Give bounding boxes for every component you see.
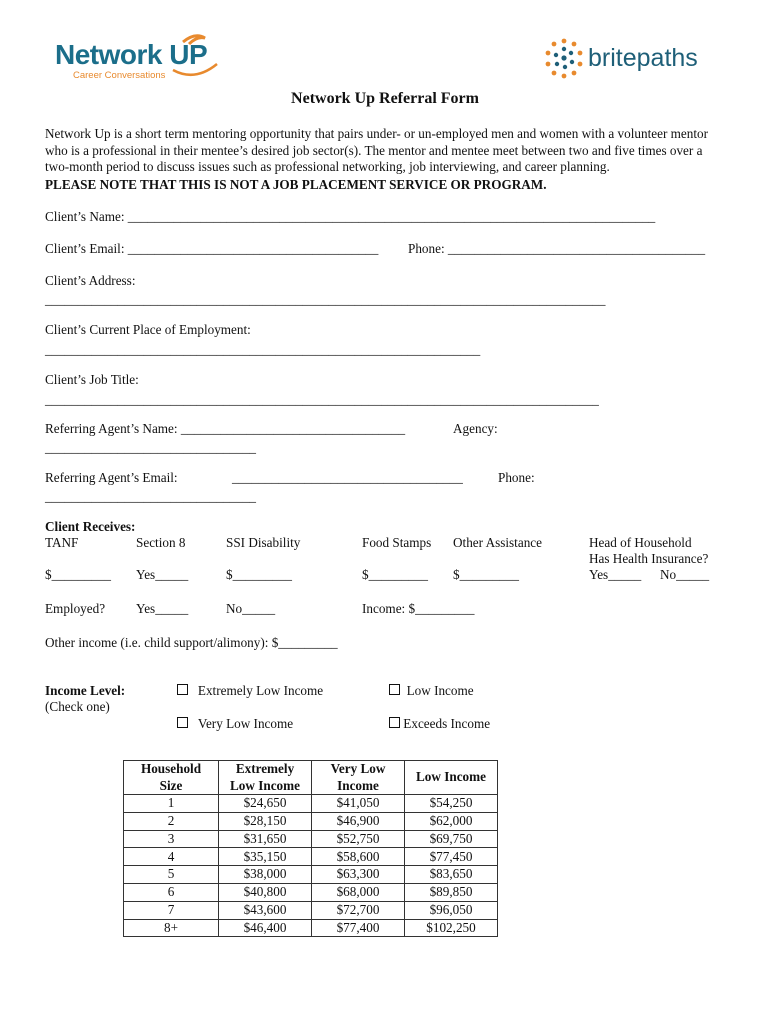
hoh-label: Head of Household xyxy=(589,535,692,550)
table-row xyxy=(124,901,498,919)
receives-heading: Client Receives: xyxy=(45,519,136,534)
income-field[interactable]: Income: $_________ xyxy=(362,601,475,616)
option-extremely-low-label: Extremely Low Income xyxy=(197,683,324,698)
table-cell: 1 xyxy=(124,795,219,813)
table-row xyxy=(124,830,498,848)
table-cell: $62,000 xyxy=(405,812,498,830)
other-assistance-label: Other Assistance xyxy=(453,535,542,550)
logo-sub-text: Career Conversations xyxy=(73,70,166,81)
table-cell: $102,250 xyxy=(405,919,498,937)
header-low-income: Low Income xyxy=(405,761,498,795)
britepaths-text: britepaths xyxy=(588,44,698,72)
client-email-field[interactable]: Client’s Email: ______________________________________ xyxy=(45,241,379,256)
option-extremely-low[interactable] xyxy=(177,683,323,699)
table-cell: $35,150 xyxy=(219,848,312,866)
option-low-label: Low Income xyxy=(406,683,474,698)
other-assistance-amount[interactable]: $_________ xyxy=(453,567,519,582)
health-insurance-label: Has Health Insurance? xyxy=(589,551,709,566)
agent-email-line[interactable]: ___________________________________ xyxy=(232,470,463,485)
table-cell: $28,150 xyxy=(219,812,312,830)
table-cell: 2 xyxy=(124,812,219,830)
other-income-field[interactable]: Other income (i.e. child support/alimony): $_________ xyxy=(45,635,338,650)
income-limits-table xyxy=(123,760,498,937)
table-cell: $83,650 xyxy=(405,866,498,884)
table-cell: $46,400 xyxy=(219,919,312,937)
table-row xyxy=(124,795,498,813)
checkbox-icon[interactable] xyxy=(389,717,400,728)
client-address-line[interactable]: _____________________________________________________________________________________ xyxy=(45,292,606,307)
table-cell: 4 xyxy=(124,848,219,866)
header-extremely-low: Extremely Low Income xyxy=(219,761,312,795)
table-header-row xyxy=(124,761,498,795)
employed-yes[interactable]: Yes_____ xyxy=(136,601,189,616)
employment-line[interactable]: __________________________________________________________________ xyxy=(45,342,481,357)
option-exceeds[interactable] xyxy=(389,716,490,732)
table-cell: 6 xyxy=(124,883,219,901)
employed-label: Employed? xyxy=(45,601,106,616)
agent-phone-label: Phone: xyxy=(498,470,535,485)
table-cell: $72,700 xyxy=(312,901,405,919)
table-row xyxy=(124,848,498,866)
client-address-label: Client’s Address: xyxy=(45,273,136,288)
ssi-label: SSI Disability xyxy=(226,535,301,550)
checkbox-icon[interactable] xyxy=(389,684,400,695)
table-row xyxy=(124,919,498,937)
table-cell: 3 xyxy=(124,830,219,848)
header-household-size: Household Size xyxy=(124,761,219,795)
table-cell: $24,650 xyxy=(219,795,312,813)
checkbox-icon[interactable] xyxy=(177,717,188,728)
agent-name-field[interactable]: Referring Agent’s Name: __________________________________ xyxy=(45,421,406,436)
agency-line[interactable]: ________________________________ xyxy=(45,440,256,455)
table-cell: $41,050 xyxy=(312,795,405,813)
table-cell: $38,000 xyxy=(219,866,312,884)
food-stamps-label: Food Stamps xyxy=(362,535,432,550)
table-cell: $58,600 xyxy=(312,848,405,866)
britepaths-logo xyxy=(544,36,724,84)
option-exceeds-label: Exceeds Income xyxy=(403,716,491,731)
header-very-low: Very Low Income xyxy=(312,761,405,795)
insurance-yes[interactable]: Yes_____ xyxy=(589,567,642,582)
table-cell: $43,600 xyxy=(219,901,312,919)
table-cell: $68,000 xyxy=(312,883,405,901)
checkbox-icon[interactable] xyxy=(177,684,188,695)
table-row xyxy=(124,812,498,830)
employed-no[interactable]: No_____ xyxy=(226,601,276,616)
network-up-logo xyxy=(55,32,225,88)
form-title: Network Up Referral Form xyxy=(291,90,479,107)
table-cell: $40,800 xyxy=(219,883,312,901)
income-level-heading: Income Level: xyxy=(45,683,126,698)
agent-email-label: Referring Agent’s Email: xyxy=(45,470,178,485)
section8-label: Section 8 xyxy=(136,535,186,550)
option-very-low[interactable] xyxy=(177,716,293,732)
intro-paragraph: Network Up is a short term mentoring opportunity that pairs under- or un-employed men and women with a volunteer mentor who is a professional in their mentee’s desired job sector(s). The mentor and mentee meet between two and five times over a two-month period to discuss issues such as professional networking, job interviewing, and career planning. xyxy=(45,126,708,174)
ssi-amount[interactable]: $_________ xyxy=(226,567,292,582)
table-row xyxy=(124,866,498,884)
placement-note: PLEASE NOTE THAT THIS IS NOT A JOB PLACEMENT SERVICE OR PROGRAM. xyxy=(45,177,547,192)
client-name-field[interactable]: Client’s Name: ________________________________________________________________________________ xyxy=(45,209,656,224)
employment-label: Client’s Current Place of Employment: xyxy=(45,322,251,337)
logo-main-text: Network UP xyxy=(55,39,208,70)
table-cell: 5 xyxy=(124,866,219,884)
insurance-no[interactable]: No_____ xyxy=(660,567,710,582)
section8-yes[interactable]: Yes_____ xyxy=(136,567,189,582)
table-row xyxy=(124,883,498,901)
check-one-label: (Check one) xyxy=(45,699,110,714)
option-low[interactable] xyxy=(389,683,474,699)
table-cell: $46,900 xyxy=(312,812,405,830)
table-cell: $54,250 xyxy=(405,795,498,813)
table-cell: $77,450 xyxy=(405,848,498,866)
table-cell: $63,300 xyxy=(312,866,405,884)
option-very-low-label: Very Low Income xyxy=(197,716,294,731)
table-cell: $89,850 xyxy=(405,883,498,901)
tanf-label: TANF xyxy=(45,535,79,550)
agency-label: Agency: xyxy=(453,421,498,436)
agent-phone-line[interactable]: ________________________________ xyxy=(45,489,256,504)
table-cell: $52,750 xyxy=(312,830,405,848)
tanf-amount[interactable]: $_________ xyxy=(45,567,111,582)
table-cell: 7 xyxy=(124,901,219,919)
job-title-label: Client’s Job Title: xyxy=(45,372,139,387)
table-cell: 8+ xyxy=(124,919,219,937)
client-phone-field[interactable]: Phone: _______________________________________ xyxy=(408,241,706,256)
table-cell: $96,050 xyxy=(405,901,498,919)
food-stamps-amount[interactable]: $_________ xyxy=(362,567,428,582)
table-cell: $69,750 xyxy=(405,830,498,848)
sunburst-icon xyxy=(544,36,584,80)
table-cell: $31,650 xyxy=(219,830,312,848)
job-title-line[interactable]: ____________________________________________________________________________________ xyxy=(45,392,599,407)
table-cell: $77,400 xyxy=(312,919,405,937)
